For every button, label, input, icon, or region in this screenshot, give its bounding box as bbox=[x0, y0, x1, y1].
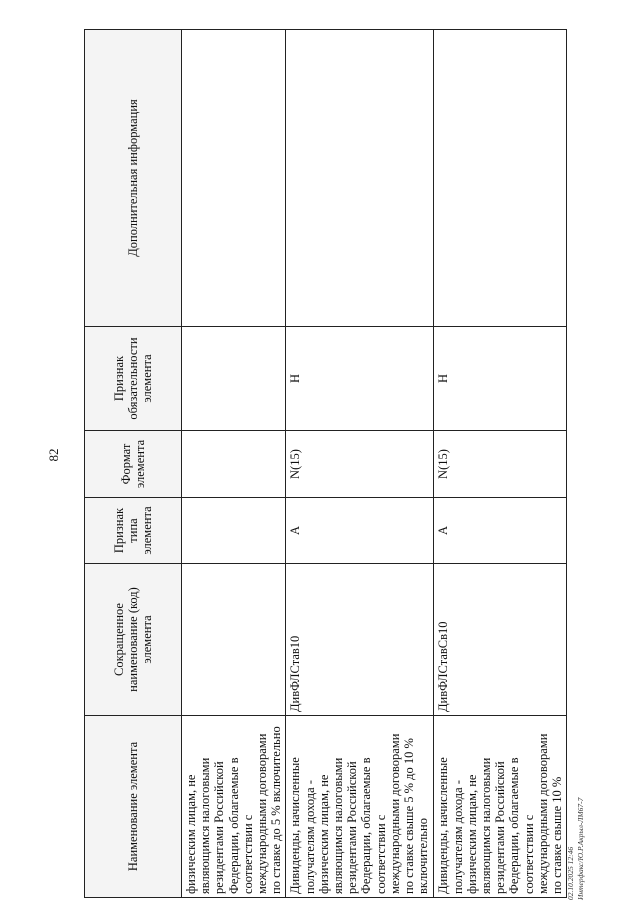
footer-stamp bbox=[566, 760, 622, 900]
header-additional-info: Дополнительная информация bbox=[85, 30, 182, 327]
table-row bbox=[286, 30, 434, 898]
cell-format: N(15) bbox=[434, 431, 567, 498]
page-number: 82 bbox=[46, 448, 61, 462]
header-element-code: Сокращенное наименование (код) элемента bbox=[85, 564, 182, 716]
cell-code bbox=[182, 564, 286, 716]
cell-name: Дивиденды, начисленные получателям дохода - физическим лицам, не являющимся налоговыми резидентами Российской Федерации, облагаемые в соответствии с международными договорами по ставке свыше 5 % до 10 % включительно bbox=[286, 716, 434, 898]
cell-name: физическим лицам, не являющимся налоговыми резидентами Российской Федерации, облагаемые в соответствии с международными договорами по ставке до 5 % включительно bbox=[182, 716, 286, 898]
cell-required: Н bbox=[286, 327, 434, 431]
cell-format bbox=[182, 431, 286, 498]
cell-code: ДивФЛСтавСв10 bbox=[434, 564, 567, 716]
cell-info bbox=[286, 30, 434, 327]
table-row bbox=[182, 30, 286, 898]
cell-info bbox=[434, 30, 567, 327]
footer-source: Интерфакс/Ю.Р.Акрыл-ЛМ67-7 bbox=[576, 797, 585, 900]
cell-format: N(15) bbox=[286, 431, 434, 498]
table-row bbox=[434, 30, 567, 898]
cell-info bbox=[182, 30, 286, 327]
cell-type bbox=[182, 498, 286, 564]
header-element-required: Признак обязательности элемента bbox=[85, 327, 182, 431]
cell-required bbox=[182, 327, 286, 431]
cell-code: ДивФЛСтав10 bbox=[286, 564, 434, 716]
rotated-table bbox=[84, 30, 565, 898]
cell-type: А bbox=[286, 498, 434, 564]
header-element-name: Наименование элемента bbox=[85, 716, 182, 898]
cell-type: А bbox=[434, 498, 567, 564]
header-element-type: Признак типа элемента bbox=[85, 498, 182, 564]
elements-table bbox=[84, 29, 567, 898]
header-element-format: Формат элемента bbox=[85, 431, 182, 498]
table-header-row bbox=[85, 30, 182, 898]
cell-name: Дивиденды, начисленные получателям дохода - физическим лицам, не являющимся налоговыми резидентами Российской Федерации, облагаемые в соответствии с международными договорами по ставке свыше 10 % bbox=[434, 716, 567, 898]
cell-required: Н bbox=[434, 327, 567, 431]
footer-stamp-text bbox=[566, 760, 622, 900]
footer-timestamp: 02.10.2025 12:46 bbox=[566, 846, 575, 900]
table-container bbox=[84, 30, 565, 898]
